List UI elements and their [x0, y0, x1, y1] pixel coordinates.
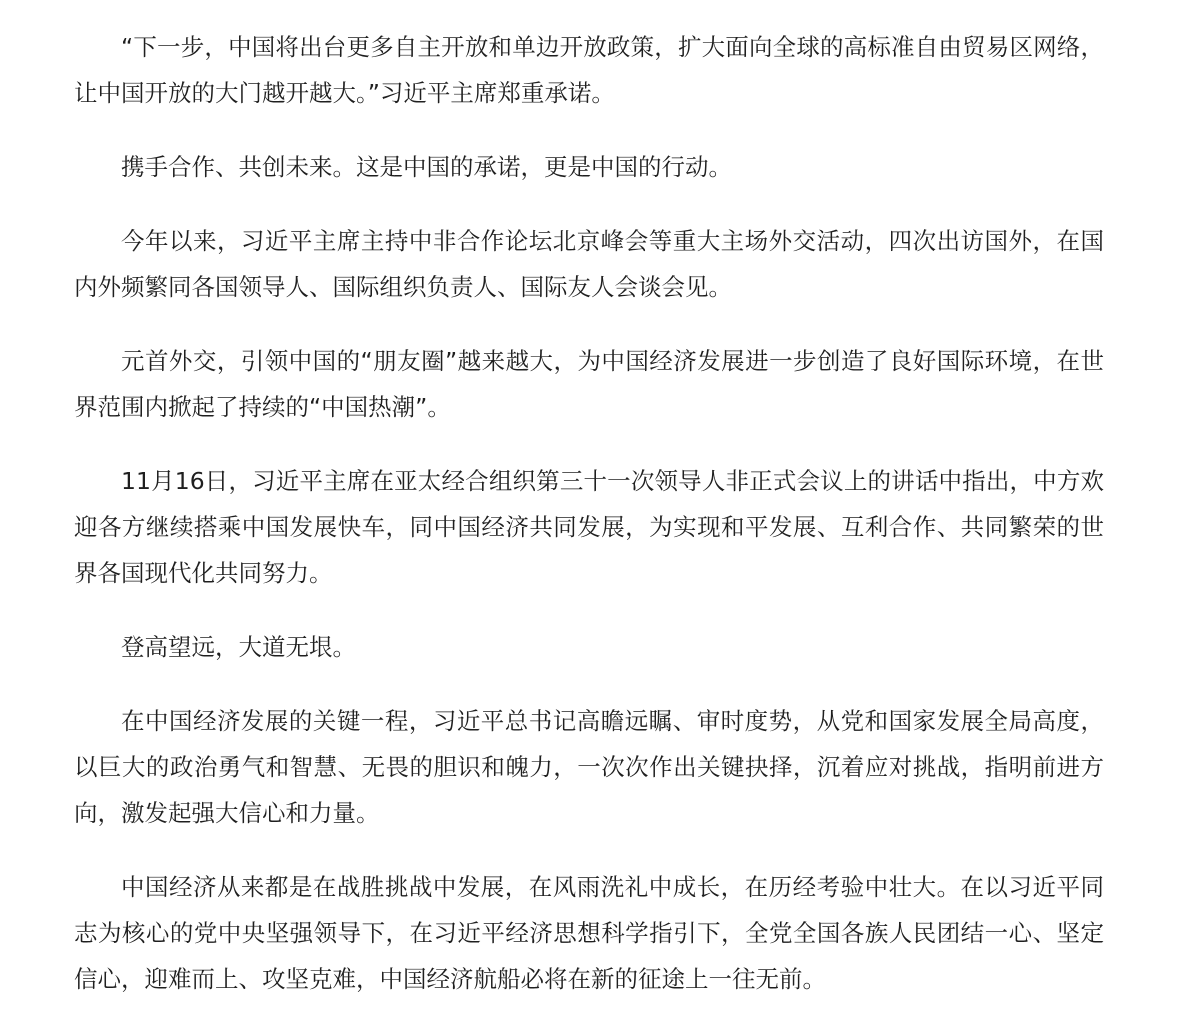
paragraph-6: 登高望远，大道无垠。 [121, 633, 356, 661]
article-body [74, 24, 1104, 1002]
paragraph-5: 11月16日，习近平主席在亚太经合组织第三十一次领导人非正式会议上的讲话中指出，中方欢迎各方继续搭乘中国发展快车，同中国经济共同发展，为实现和平发展、互利合作、共同繁荣的世界各国现代化共同努力。 [74, 467, 1104, 587]
paragraph-3: 今年以来，习近平主席主持中非合作论坛北京峰会等重大主场外交活动，四次出访国外，在国内外频繁同各国领导人、国际组织负责人、国际友人会谈会见。 [74, 227, 1104, 301]
paragraph-1: “下一步，中国将出台更多自主开放和单边开放政策，扩大面向全球的高标准自由贸易区网络，让中国开放的大门越开越大。”习近平主席郑重承诺。 [74, 33, 1104, 107]
paragraph-7: 在中国经济发展的关键一程，习近平总书记高瞻远瞩、审时度势，从党和国家发展全局高度，以巨大的政治勇气和智慧、无畏的胆识和魄力，一次次作出关键抉择，沉着应对挑战，指明前进方向，激发起强大信心和力量。 [74, 707, 1104, 827]
paragraph-4: 元首外交，引领中国的“朋友圈”越来越大，为中国经济发展进一步创造了良好国际环境，在世界范围内掀起了持续的“中国热潮”。 [74, 347, 1104, 421]
paragraph-8: 中国经济从来都是在战胜挑战中发展，在风雨洗礼中成长，在历经考验中壮大。在以习近平同志为核心的党中央坚强领导下，在习近平经济思想科学指引下，全党全国各族人民团结一心、坚定信心，迎难而上、攻坚克难，中国经济航船必将在新的征途上一往无前。 [74, 873, 1104, 993]
paragraph-2: 携手合作、共创未来。这是中国的承诺，更是中国的行动。 [121, 153, 732, 181]
